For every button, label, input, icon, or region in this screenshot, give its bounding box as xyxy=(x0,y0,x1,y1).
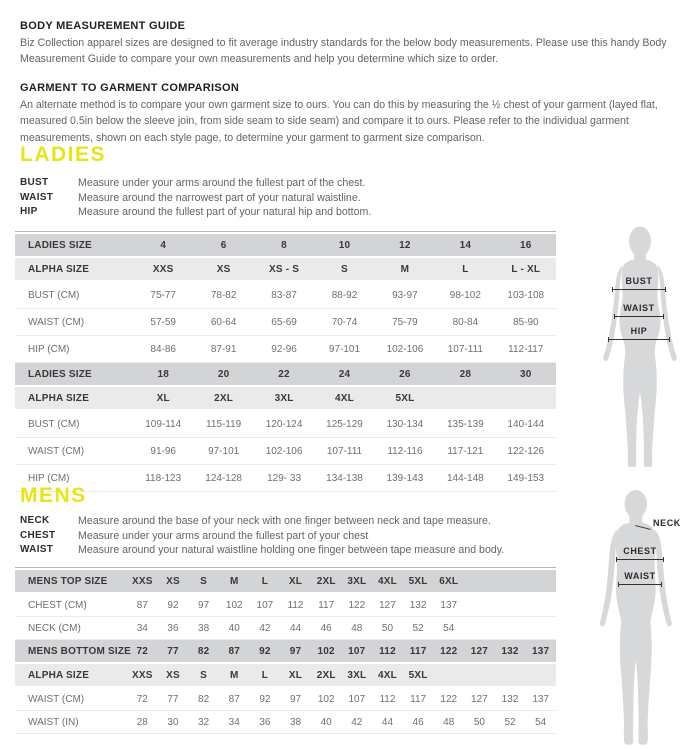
mens-definitions xyxy=(20,515,560,559)
table-cell: XL xyxy=(156,392,170,404)
table-cell: 4XL xyxy=(335,392,354,404)
table-cell: 38 xyxy=(289,716,302,728)
definition-text: Measure under your arms around the fullest part of your chest xyxy=(78,529,369,542)
table-cell: 112-117 xyxy=(508,343,544,355)
table-cell: 102-106 xyxy=(386,343,424,355)
waist-measure-label: WAIST xyxy=(619,571,661,587)
table-cell: 120-124 xyxy=(265,418,303,430)
table-cell: 54 xyxy=(443,622,455,634)
hip-measure-line xyxy=(608,337,670,342)
table-cell: 122-126 xyxy=(507,445,545,457)
table-cell: 107 xyxy=(348,645,366,657)
table-cell: 132 xyxy=(501,645,519,657)
row-label: HIP (CM) xyxy=(28,343,70,355)
table-cell: 127 xyxy=(470,645,489,657)
table-cell: 3XL xyxy=(274,392,294,404)
table-cell: 87-91 xyxy=(210,343,237,355)
table-cell: 3XL xyxy=(347,669,367,681)
table-cell: 82 xyxy=(198,693,210,705)
waist-measure-label: WAIST xyxy=(615,303,663,319)
female-silhouette-icon xyxy=(584,226,696,470)
table-cell: 127 xyxy=(471,693,488,705)
table-cell: 109-114 xyxy=(145,418,182,430)
table-cell: 14 xyxy=(459,239,472,251)
table-cell: M xyxy=(229,575,239,587)
table-row xyxy=(15,640,556,662)
comparison-body: An alternate method is to compare your own garment size to ours. You can do this by measuring the ½ chest of your garment (layed flat, measured 0.5in below the sleeve join, from side seam to side seam) and compare it to ours. Please refer to the individual garment measurements, shown on each style page, to determine your garment to garment size comparison. xyxy=(20,98,658,144)
table-cell: 92-96 xyxy=(271,343,297,355)
table-cell: 2XL xyxy=(214,392,234,404)
table-cell: 44 xyxy=(381,716,394,728)
table-cell: 50 xyxy=(473,716,485,728)
table-cell: 134-138 xyxy=(326,472,363,484)
table-cell: 97 xyxy=(289,693,302,705)
table-cell: 87 xyxy=(228,693,240,705)
table-cell: 112 xyxy=(287,599,304,611)
guide-body: Biz Collection apparel sizes are designed to fit average industry standards for the below body measurements. Please use this handy Body Measurement Guide to compare your own measurements and help you determine which size to order. xyxy=(20,37,667,66)
definition-text: Measure around your natural waistline holding one finger between tape measure and body. xyxy=(78,544,505,556)
table-cell: 28 xyxy=(136,716,148,728)
table-cell: 26 xyxy=(399,368,411,380)
table-cell: 2XL xyxy=(316,575,336,587)
table-cell: 102 xyxy=(317,645,335,657)
table-cell: 22 xyxy=(278,368,290,380)
table-cell: 137 xyxy=(532,645,550,657)
table-cell: 129- 33 xyxy=(267,472,302,484)
table-cell: 40 xyxy=(320,716,332,728)
table-row xyxy=(15,234,556,256)
table-cell: 24 xyxy=(338,368,351,380)
table-cell: 54 xyxy=(535,716,547,728)
table-cell: XL xyxy=(288,575,303,587)
table-cell: 52 xyxy=(412,622,424,634)
table-cell: S xyxy=(200,575,208,587)
definition-row xyxy=(20,515,560,527)
table-cell: S xyxy=(200,669,208,681)
hip-measure-label: HIP xyxy=(609,326,669,342)
row-label: CHEST (CM) xyxy=(28,599,87,611)
guide-title: BODY MEASUREMENT GUIDE xyxy=(20,20,186,32)
table-cell: M xyxy=(229,669,239,681)
table-cell: 72 xyxy=(136,645,149,657)
table-cell: 83-87 xyxy=(271,289,297,301)
table-cell: 135-139 xyxy=(447,418,484,430)
table-cell: 32 xyxy=(198,716,210,728)
table-cell: L - XL xyxy=(511,263,541,275)
table-cell: 117 xyxy=(410,693,427,705)
table-cell: 5XL xyxy=(395,392,415,404)
table-cell: 103-108 xyxy=(507,289,545,301)
definition-term: WAIST xyxy=(20,544,54,555)
table-cell: 6 xyxy=(220,239,227,251)
table-cell: 2XL xyxy=(316,669,336,681)
table-cell: XXS xyxy=(132,575,153,587)
table-row xyxy=(15,617,556,640)
table-cell: 85-90 xyxy=(512,316,539,328)
table-cell: S xyxy=(341,263,348,275)
table-cell: 75-77 xyxy=(150,289,176,301)
table-cell: 118-123 xyxy=(145,472,182,484)
table-cell: 5XL xyxy=(408,669,428,681)
table-cell: 98-102 xyxy=(449,289,481,301)
table-cell: 97-101 xyxy=(328,343,361,355)
waist-measure-line xyxy=(618,582,662,587)
table-cell: 137 xyxy=(532,693,549,705)
table-cell: 97 xyxy=(198,599,210,611)
table-row xyxy=(15,438,556,465)
table-cell: 28 xyxy=(459,368,472,380)
table-cell: 42 xyxy=(259,622,271,634)
ladies-heading: LADIES xyxy=(20,143,107,166)
table-cell: 4XL xyxy=(377,575,397,587)
table-cell: L xyxy=(261,575,269,587)
table-cell: 82 xyxy=(197,645,210,657)
table-cell: 117-121 xyxy=(447,445,484,457)
table-cell: 87 xyxy=(228,645,240,657)
table-cell: 6XL xyxy=(439,575,459,587)
table-cell: 70-74 xyxy=(331,316,358,328)
table-cell: XS xyxy=(216,263,231,275)
table-cell: 38 xyxy=(198,622,210,634)
intro-section xyxy=(20,20,668,160)
table-cell: 30 xyxy=(520,368,532,380)
definition-text: Measure around the narrowest part of your natural waistline. xyxy=(78,191,361,204)
definition-text: Measure around the fullest part of your natural hip and bottom. xyxy=(78,206,372,218)
table-cell: 30 xyxy=(167,716,179,728)
definition-term: CHEST xyxy=(20,529,56,541)
table-cell: 48 xyxy=(351,622,363,634)
row-label: LADIES SIZE xyxy=(28,239,92,251)
table-cell: 75-79 xyxy=(392,316,418,328)
table-cell: 46 xyxy=(412,716,424,728)
male-silhouette-icon xyxy=(582,490,694,748)
row-label: ALPHA SIZE xyxy=(28,669,90,681)
table-row xyxy=(15,711,556,734)
ladies-definitions xyxy=(20,177,560,221)
table-cell: 130-134 xyxy=(386,418,424,430)
table-row xyxy=(15,336,556,363)
table-cell: L xyxy=(261,669,269,681)
table-cell: 122 xyxy=(440,645,458,657)
table-cell: 72 xyxy=(136,693,148,705)
table-cell: 8 xyxy=(281,239,287,251)
definition-text: Measure under your arms around the fullest part of the chest. xyxy=(78,177,366,189)
definition-text: Measure around the base of your neck with one finger between neck and tape measure. xyxy=(78,515,491,527)
table-cell: M xyxy=(400,263,410,275)
comparison-title: GARMENT TO GARMENT COMPARISON xyxy=(20,81,240,94)
table-cell: 125-129 xyxy=(326,418,363,430)
table-cell: 122 xyxy=(348,599,366,611)
table-cell: XS xyxy=(166,669,180,681)
table-row xyxy=(15,258,556,280)
row-label: MENS BOTTOM SIZE xyxy=(28,645,132,657)
definition-row xyxy=(20,544,560,556)
table-cell: XXS xyxy=(132,669,153,681)
table-cell: 115-119 xyxy=(206,418,242,430)
table-cell: 117 xyxy=(409,645,427,657)
table-cell: 78-82 xyxy=(210,289,237,301)
table-cell: 107-111 xyxy=(447,343,483,355)
waist-measure-line xyxy=(614,314,664,319)
table-cell: 124-128 xyxy=(205,472,242,484)
table-cell: 4 xyxy=(160,239,167,251)
table-cell: 4XL xyxy=(377,669,397,681)
table-cell: 36 xyxy=(259,716,271,728)
mens-size-table xyxy=(15,567,556,734)
table-cell: 139-143 xyxy=(386,472,424,484)
table-cell: 92 xyxy=(259,693,271,705)
table-cell: 50 xyxy=(381,622,394,634)
row-label: WAIST (IN) xyxy=(28,716,79,728)
table-cell: 5XL xyxy=(408,575,428,587)
table-cell: 48 xyxy=(443,716,455,728)
table-cell: 16 xyxy=(520,239,532,251)
ladies-figure-silhouette xyxy=(584,226,696,470)
table-cell: 77 xyxy=(167,693,179,705)
table-cell: 18 xyxy=(157,368,169,380)
table-cell: XS xyxy=(166,575,180,587)
row-label: WAIST (CM) xyxy=(28,316,85,328)
table-cell: 57-59 xyxy=(150,316,176,328)
row-label: WAIST (CM) xyxy=(28,693,85,705)
table-cell: 34 xyxy=(136,622,148,634)
table-cell: 92 xyxy=(259,645,271,657)
mens-heading: MENS xyxy=(20,484,87,507)
table-cell: XXS xyxy=(152,263,174,275)
table-cell: 44 xyxy=(289,622,302,634)
table-cell: 127 xyxy=(379,599,396,611)
row-label: MENS TOP SIZE xyxy=(28,575,108,587)
table-cell: 102 xyxy=(317,693,335,705)
table-row xyxy=(15,309,556,336)
table-cell: 117 xyxy=(318,599,335,611)
table-row xyxy=(15,664,556,686)
table-row xyxy=(15,688,556,711)
table-cell: 112 xyxy=(379,645,396,657)
table-cell: 42 xyxy=(351,716,363,728)
row-label: HIP (CM) xyxy=(28,472,70,484)
table-cell: 80-84 xyxy=(452,316,479,328)
row-label: NECK (CM) xyxy=(28,622,81,634)
bust-measure-label: BUST xyxy=(613,276,665,292)
mens-figure-silhouette xyxy=(582,490,694,748)
table-cell: 144-148 xyxy=(447,472,484,484)
definition-term: BUST xyxy=(20,177,49,188)
table-row xyxy=(15,387,556,409)
table-cell: 40 xyxy=(228,622,240,634)
table-cell: 97-101 xyxy=(208,445,240,457)
table-cell: 92 xyxy=(167,599,179,611)
table-cell: 97 xyxy=(289,645,302,657)
definition-row xyxy=(20,206,560,218)
row-label: BUST (CM) xyxy=(28,289,80,301)
table-cell: 149-153 xyxy=(507,472,545,484)
table-cell: 91-96 xyxy=(150,445,176,457)
table-cell: 102 xyxy=(225,599,243,611)
table-cell: 12 xyxy=(399,239,411,251)
chest-measure-line xyxy=(616,557,664,562)
table-cell: 132 xyxy=(501,693,519,705)
definition-term: NECK xyxy=(20,515,50,526)
bust-measure-line xyxy=(612,287,666,292)
table-cell: XS - S xyxy=(269,263,300,275)
table-cell: 60-64 xyxy=(210,316,237,328)
table-cell: 132 xyxy=(409,599,427,611)
table-cell: 10 xyxy=(338,239,351,251)
table-cell: 137 xyxy=(440,599,458,611)
row-label: BUST (CM) xyxy=(28,418,80,430)
table-cell: 93-97 xyxy=(392,289,418,301)
table-cell: 107 xyxy=(348,693,366,705)
chest-measure-label: CHEST xyxy=(617,546,663,562)
ladies-size-table xyxy=(15,231,556,492)
table-row xyxy=(15,411,556,438)
definition-term: WAIST xyxy=(20,191,54,203)
table-cell: 102-106 xyxy=(265,445,303,457)
row-label: ALPHA SIZE xyxy=(28,263,90,275)
table-cell: 52 xyxy=(504,716,516,728)
table-row xyxy=(15,465,556,492)
table-row xyxy=(15,570,556,592)
table-cell: 77 xyxy=(167,645,179,657)
table-cell: 107 xyxy=(256,599,274,611)
table-row xyxy=(15,594,556,617)
table-cell: 87 xyxy=(136,599,148,611)
table-cell: 88-92 xyxy=(331,289,358,301)
definition-row xyxy=(20,192,560,204)
table-cell: L xyxy=(462,263,469,275)
row-label: ALPHA SIZE xyxy=(28,392,90,404)
table-cell: 112 xyxy=(379,693,396,705)
table-cell: 84-86 xyxy=(150,343,176,355)
neck-measure-label: NECK xyxy=(653,518,681,528)
table-cell: XL xyxy=(288,669,303,681)
definition-row xyxy=(20,177,560,189)
row-label: WAIST (CM) xyxy=(28,445,85,457)
table-cell: 3XL xyxy=(347,575,367,587)
row-label: LADIES SIZE xyxy=(28,368,92,380)
definition-term: HIP xyxy=(20,206,38,217)
table-cell: 122 xyxy=(440,693,458,705)
table-cell: 20 xyxy=(217,368,230,380)
table-cell: 36 xyxy=(167,622,179,634)
table-cell: 112-116 xyxy=(387,445,423,457)
table-row xyxy=(15,282,556,309)
table-cell: 34 xyxy=(228,716,240,728)
table-cell: 65-69 xyxy=(271,316,297,328)
table-row xyxy=(15,363,556,385)
table-cell: 46 xyxy=(320,622,332,634)
table-cell: 107-111 xyxy=(326,445,363,457)
definition-row xyxy=(20,530,560,542)
table-cell: 140-144 xyxy=(507,418,545,430)
